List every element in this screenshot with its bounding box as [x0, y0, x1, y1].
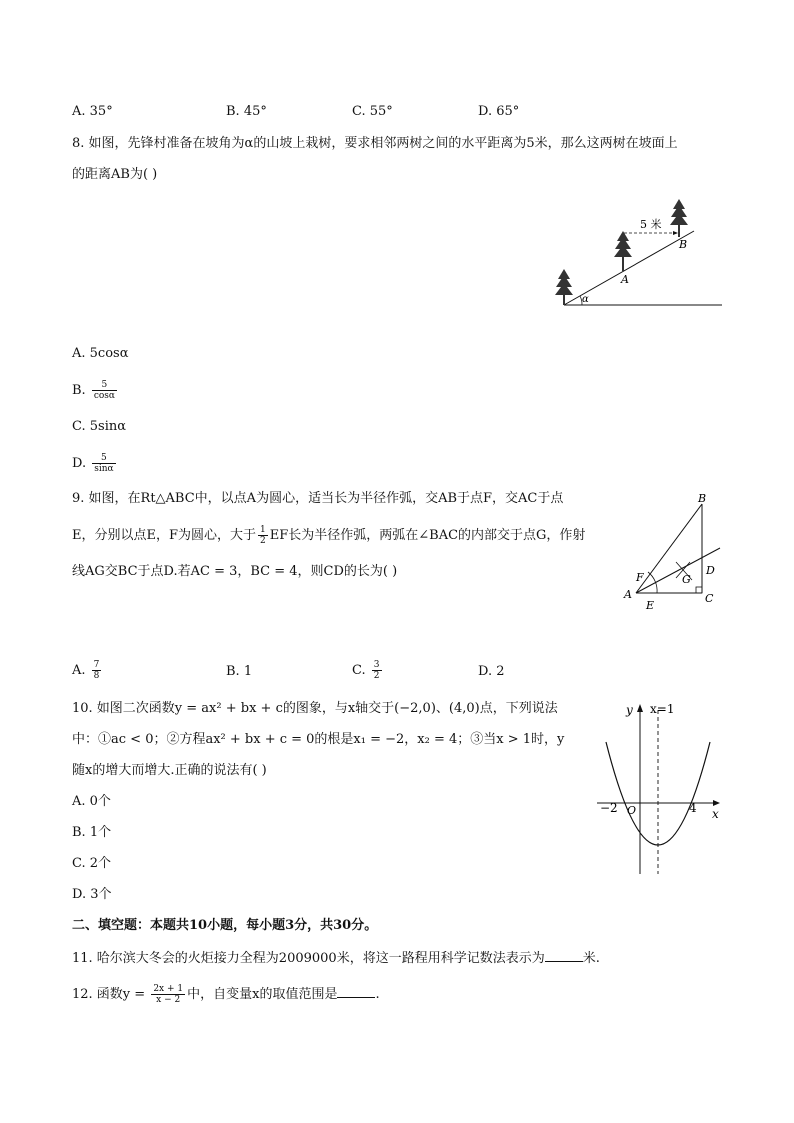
q9-text-line2	[72, 525, 585, 546]
q8-option-a: A. 5cosα	[72, 346, 129, 361]
label-a: A	[624, 588, 632, 601]
q7-option-b: B. 45°	[226, 104, 267, 119]
section2-title: 二、填空题：本题共10小题，每小题3分，共30分。	[72, 918, 378, 933]
q12-text-end: .	[375, 987, 380, 1002]
q9-line2-post: EF长为半径作弧，两弧在∠BAC的内部交于点G，作射	[269, 528, 586, 543]
q10-text-line1: 10. 如图二次函数y = ax² + bx + c的图象，与x轴交于(−2,0)、(4,0)点，下列说法	[72, 701, 558, 716]
q9-option-c	[352, 660, 384, 681]
label-e: E	[646, 599, 655, 612]
q9-option-a-fraction: $\frac{7}{8}$	[93, 660, 100, 681]
q7-option-c: C. 55°	[352, 104, 393, 119]
pos-root-label: 4	[689, 801, 697, 815]
q10-text-line3: 随x的增大而增大.正确的说法有( )	[72, 763, 267, 778]
q10-parabola-figure	[592, 700, 727, 878]
q12-text-pre: 12. 函数y =	[72, 987, 150, 1002]
axis-line-label: x=1	[650, 702, 675, 716]
q10-option-d: D. 3个	[72, 887, 112, 902]
distance-label: 5 米	[640, 218, 662, 231]
alpha-label: α	[582, 294, 589, 305]
label-g: G	[682, 573, 691, 586]
q12-text-post: 中，自变量x的取值范围是	[187, 987, 338, 1002]
q7-option-a: A. 35°	[72, 104, 113, 119]
point-b-label: B	[679, 238, 688, 251]
tree-icon-left	[555, 269, 573, 305]
q9-option-c-prefix: C.	[352, 663, 366, 678]
q11-text-post: 米.	[582, 951, 600, 966]
x-label: x	[712, 807, 719, 821]
q11-answer-blank[interactable]	[545, 949, 583, 962]
neg-root-label: −2	[600, 801, 618, 815]
q10-option-b: B. 1个	[72, 825, 112, 840]
origin-label: O	[627, 804, 637, 817]
q12-text	[72, 984, 380, 1005]
q9-option-d: D. 2	[478, 664, 505, 679]
q8-option-d-prefix: D.	[72, 456, 87, 471]
q8-option-b-prefix: B.	[72, 383, 86, 398]
q8-option-c: C. 5sinα	[72, 419, 126, 434]
q9-option-c-fraction: $\frac{3}{2}$	[373, 660, 380, 681]
q11-text	[72, 949, 600, 968]
right-angle-mark	[696, 587, 702, 593]
tree-icon-b	[670, 199, 688, 237]
q9-line2-pre: E，分别以点E，F为圆心，大于	[72, 528, 256, 543]
q7-option-d: D. 65°	[478, 104, 520, 119]
q9-option-a-prefix: A.	[72, 663, 86, 678]
label-f: F	[636, 571, 644, 584]
q8-option-d	[72, 453, 118, 474]
q11-text-pre: 11. 哈尔滨大冬会的火炬接力全程为2009000米，将这一路程用科学记数法表示为	[72, 951, 545, 966]
q8-option-b-fraction: $\frac{5}{\cos\alpha}$	[93, 380, 115, 401]
q12-function-fraction: $\frac{2x + 1}{x - 2}$	[153, 984, 184, 1005]
tree-icon-a	[614, 231, 632, 271]
label-b: B	[698, 492, 707, 505]
q8-option-b	[72, 380, 119, 401]
q10-option-c: C. 2个	[72, 856, 112, 871]
q12-answer-blank[interactable]	[337, 985, 375, 998]
label-c: C	[705, 592, 714, 605]
q10-option-a: A. 0个	[72, 794, 111, 809]
point-a-label: A	[621, 273, 629, 286]
q9-triangle-figure	[620, 490, 730, 615]
q9-text-line1: 9. 如图，在Rt△ABC中，以点A为圆心，适当长为半径作弧，交AB于点F，交AC于点	[72, 491, 564, 506]
q8-slope-figure	[548, 195, 728, 315]
q8-text-line1: 8. 如图，先锋村准备在坡角为α的山坡上栽树，要求相邻两树之间的水平距离为5米，那么这两树在坡面上	[72, 136, 678, 151]
y-label: y	[626, 703, 633, 717]
q9-text-line3: 线AG交BC于点D.若AC = 3，BC = 4，则CD的长为( )	[72, 564, 398, 579]
q10-text-line2: 中：①ac < 0；②方程ax² + bx + c = 0的根是x₁ = −2，x₂ = 4；③当x > 1时，y	[72, 732, 565, 747]
q8-option-d-fraction: $\frac{5}{\sin\alpha}$	[94, 453, 114, 474]
q9-option-b: B. 1	[226, 664, 253, 679]
q9-half-fraction: $\frac{1}{2}$	[260, 525, 266, 546]
label-d: D	[706, 564, 715, 577]
q9-option-a	[72, 660, 103, 681]
q8-text-line2: 的距离AB为( )	[72, 167, 158, 182]
